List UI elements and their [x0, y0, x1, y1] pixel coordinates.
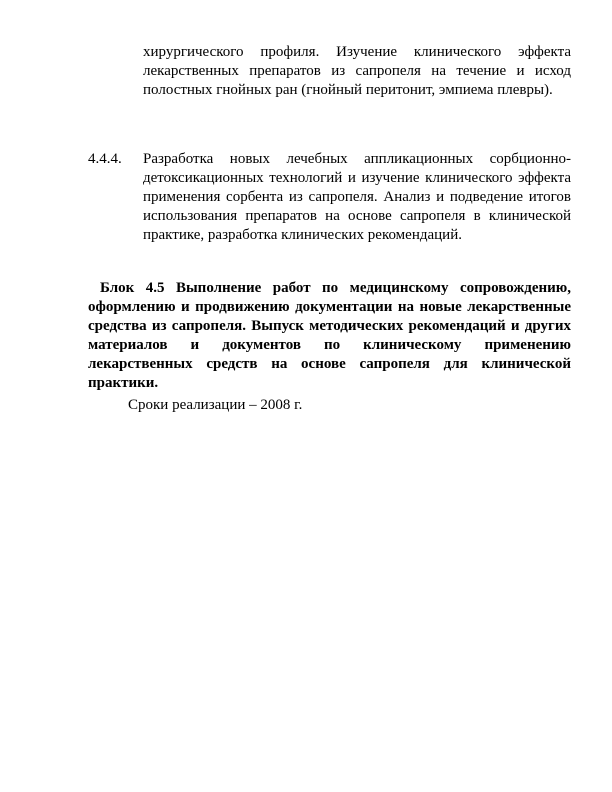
continuation-paragraph: хирургического профиля. Изучение клинического эффекта лекарственных препаратов из сапропеля на течение и исход полостных гнойных ран (гнойный перитонит, эмпиема плевры).	[143, 44, 571, 98]
list-item-number: 4.4.4.	[88, 151, 122, 167]
deadline-line: Сроки реализации – 2008 г.	[128, 397, 303, 413]
block-4-5-heading: Блок 4.5 Выполнение работ по медицинскому сопровождению, оформлению и продвижению документации на новые лекарственные средства из сапропеля. Выпуск методических рекомендаций и других материалов и документов по клиническому применению лекарственных средств на основе сапропеля для клинической практики.	[88, 280, 571, 391]
list-item-text: Разработка новых лечебных аппликационных сорбционно-детоксикационных технологий и изучение клинического эффекта применения сорбента из сапропеля. Анализ и подведение итогов использования препаратов на основе сапропеля в клинической практике, разработка клинических рекомендаций.	[143, 151, 571, 243]
